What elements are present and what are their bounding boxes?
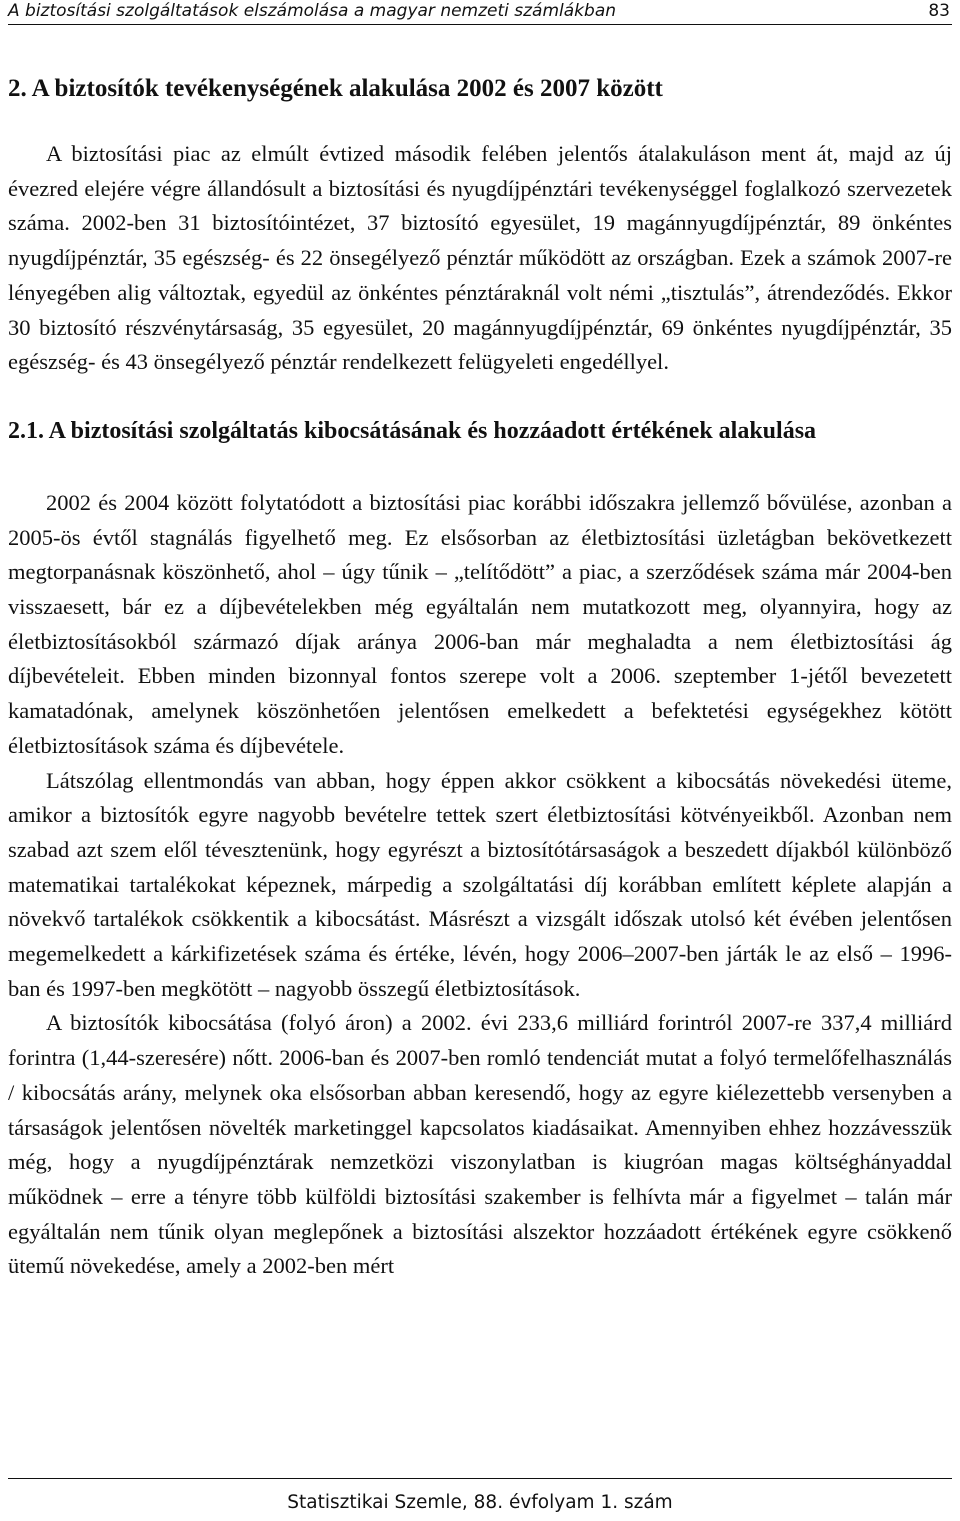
subsection-title: 2.1. A biztosítási szolgáltatás kibocsátásának és hozzáadott értékének alakulása [8, 417, 817, 444]
page-number: 83 [928, 1, 950, 21]
section-title: 2. A biztosítók tevékenységének alakulása 2002 és 2007 között [8, 75, 663, 102]
body-paragraph: 2002 és 2004 között folytatódott a biztosítási piac korábbi időszakra jellemző bővülése, azonban a 2005-ös évtől stagnálás figyelhető meg. Ez elsősorban az életbiztosítási üzletágban bekövetkezett megtorpanásnak köszönhető, ahol – úgy tűnik – „telítődött” a piac, a szerződések száma már 2004-ben visszaesett, bár ez a díjbevételekben még egyáltalán nem mutatkozott meg, olyannyira, hogy az életbiztosításokból származó díjak aránya 2006-ban már meghaladta a nem életbiztosítási ág díjbevételeit. Ebben minden bizonnyal fontos szerepe volt a 2006. szeptember 1-jétől bevezetett kamatadónak, amelynek köszönhetően jelentősen emelkedett a befektetési egységekhez kötött életbiztosítások száma és díjbevétele. [8, 489, 952, 758]
body-paragraph: Látszólag ellentmondás van abban, hogy éppen akkor csökkent a kibocsátás növekedési üteme, amikor a biztosítók egyre nagyobb bevételre tettek szert életbiztosítási kötvényeikből. Azonban nem szabad azt szem elől tévesztenünk, hogy egyrészt a biztosítótársaságok a beszedett díjakból különböző matematikai tartalékokat képeznek, márpedig a szolgáltatási díj korábban említett képlete alapján a növekvő tartalékok csökkentik a kibocsátást. Másrészt a vizsgált időszak utolsó két évében jelentősen megemelkedett a kárkifizetések száma és értéke, lévén, hogy 2006–2007-ben járták le az első – 1996-ban és 1997-ben megkötött – nagyobb összegű életbiztosítások. [8, 767, 952, 1001]
running-header [8, 0, 952, 25]
running-title: A biztosítási szolgáltatások elszámolása a magyar nemzeti számlákban [8, 1, 617, 21]
journal-name: Statisztikai Szemle, 88. évfolyam 1. szám [287, 1492, 673, 1513]
page-body [8, 72, 952, 1284]
body-paragraph: A biztosítók kibocsátása (folyó áron) a 2002. évi 233,6 milliárd forintról 2007-re 337,4 milliárd forintra (1,44-szeresére) nőtt. 2006-ban és 2007-ben romló tendenciát mutat a folyó termelőfelhasználás / kibocsátás arány, melynek oka elsősorban abban keresendő, hogy az egyre kiélezettebb versenyben a társaságok jelentősen növelték marketinggel kapcsolatos kiadásaikat. Amennyiben ehhez hozzávesszük még, hogy a nyugdíjpénztárak nemzetközi viszonylatban is kiugróan magas költséghányaddal működnek – erre a tényre több külföldi biztosítási szakember is felhívta már a figyelmet – talán már egyáltalán nem tűnik olyan meglepőnek a biztosítási alszektor hozzáadott értékének egyre csökkenő ütemű növekedése, amely a 2002-ben mért [8, 1010, 952, 1279]
page-footer [8, 1478, 952, 1515]
body-paragraph: A biztosítási piac az elmúlt évtized második felében jelentős átalakuláson ment át, majd az új évezred elejére végre állandósult a biztosítási és nyugdíjpénztári tevékenységgel foglalkozó szervezetek száma. 2002-ben 31 biztosítóintézet, 37 biztosító egyesület, 19 magánnyugdíjpénztár, 89 önkéntes nyugdíjpénztár, 35 egészség- és 22 önsegélyező pénztár működött az országban. Ezek a számok 2007-re lényegében alig változtak, egyedül az önkéntes pénztáraknál volt némi „tisztulás”, átrendeződés. Ekkor 30 biztosító részvénytársaság, 35 egyesület, 20 magánnyugdíjpénztár, 69 önkéntes nyugdíjpénztár, 35 egészség- és 43 önsegélyező pénztár rendelkezett felügyeleti engedéllyel. [8, 141, 952, 375]
